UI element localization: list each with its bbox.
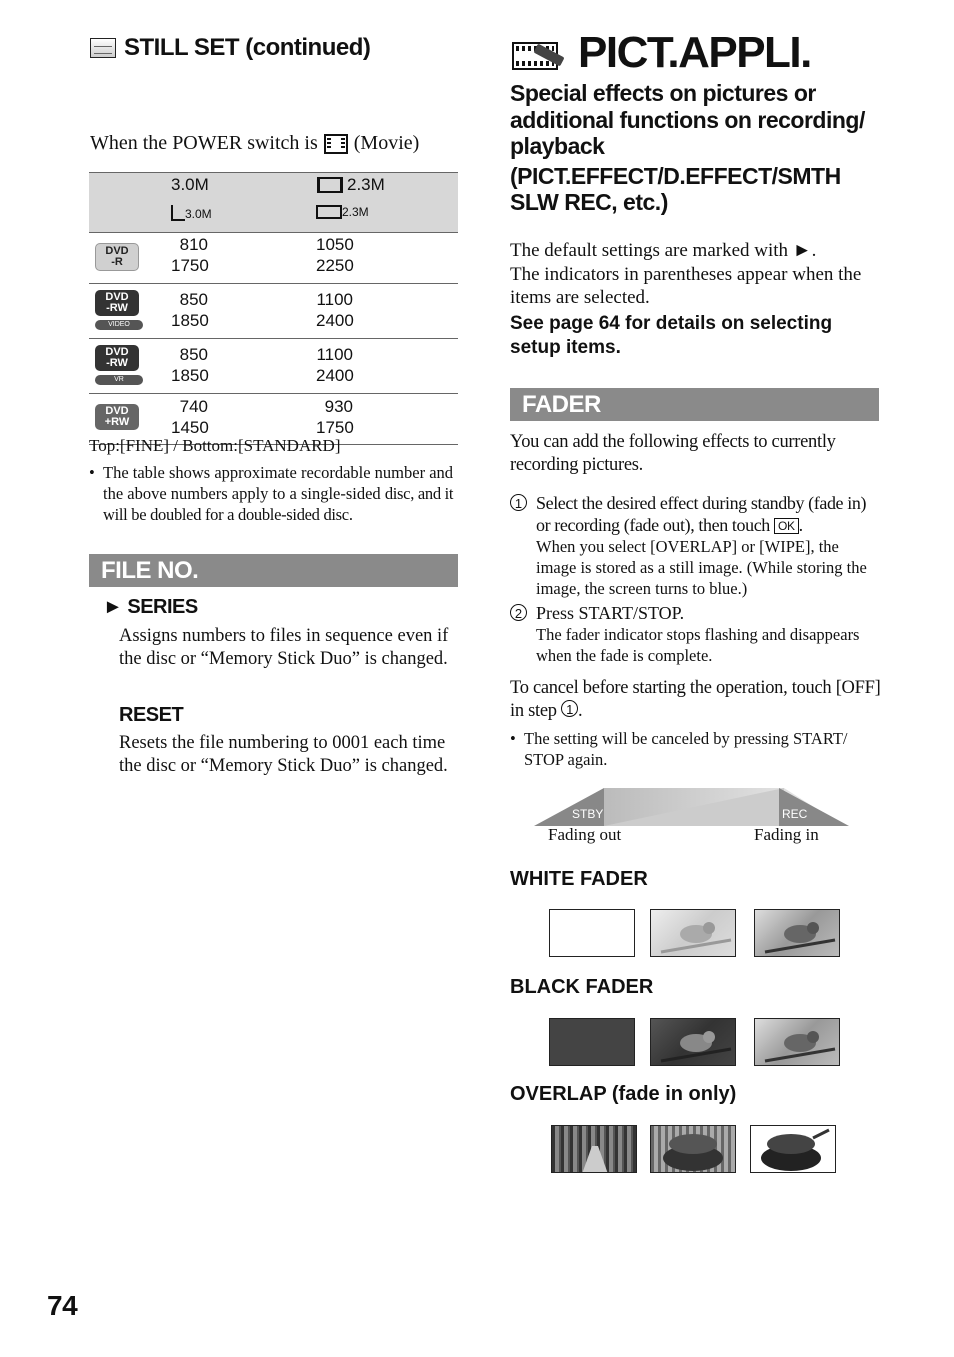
dvd-plus-rw-badge: DVD +RW — [95, 404, 139, 430]
table-row — [89, 284, 458, 339]
step-1-marker: 1 — [561, 700, 578, 717]
table-cell: 1450 — [171, 418, 209, 437]
dvd-rw-badge: DVD -RW — [95, 290, 139, 316]
step-2-marker: 2 — [510, 604, 527, 621]
white-fader-frame-2 — [650, 909, 736, 957]
step-1-marker: 1 — [510, 494, 527, 511]
cancel-note: To cancel before starting the operation, touch [OFF] in step 1 . — [510, 678, 881, 721]
white-fader-frame-1 — [549, 909, 635, 957]
table-cell: 1750 — [316, 418, 354, 437]
clapperboard-wand-icon — [510, 34, 568, 72]
table-note: Top:[FINE] / Bottom:[STANDARD] — [89, 436, 341, 455]
wide-size-icon — [316, 205, 342, 219]
fading-out-label: Fading out — [548, 825, 622, 844]
reset-description: Resets the file numbering to 0001 each time the disc or “Memory Stick Duo” is changed. — [119, 733, 448, 776]
fade-diagram — [534, 786, 854, 830]
table-cell: 1100 — [316, 290, 353, 309]
fader-intro: You can add the following effects to currently recording pictures. — [510, 432, 836, 475]
table-cell: 2400 — [316, 366, 354, 385]
table-row — [89, 233, 458, 284]
step-1-note: When you select [OVERLAP] or [WIPE], the image is stored as a still image. (While storing the image, the screen turns to blue.) — [536, 537, 867, 598]
section-header-still-set — [90, 34, 370, 62]
overlap-frame-2 — [650, 1125, 736, 1173]
fader-heading: FADER — [510, 388, 879, 421]
fading-in-label: Fading in — [754, 825, 819, 844]
file-no-heading: FILE NO. — [89, 554, 458, 587]
table-cell: 1050 — [316, 235, 354, 254]
table-cell: 930 — [324, 397, 353, 416]
black-fader-frame-2 — [650, 1018, 736, 1066]
table-cell: 810 — [179, 235, 208, 254]
black-fader-frame-1 — [549, 1018, 635, 1066]
image-size-icon — [171, 205, 185, 221]
table-cell: 2400 — [316, 311, 354, 330]
dvd-r-badge: DVD -R — [95, 243, 139, 271]
still-set-title: STILL SET (continued) — [124, 34, 371, 61]
table-cell: 740 — [179, 397, 208, 416]
overlap-frame-1 — [551, 1125, 637, 1173]
white-fader-label: WHITE FADER — [510, 868, 648, 890]
pict-appli-subtitle: Special effects on pictures or additional functions on recording/ playback (PICT.EFFECT/D.EFFECT/SMTH SLW REC, etc.) — [510, 80, 865, 215]
overlap-frame-3 — [750, 1125, 836, 1173]
table-cell: 2250 — [316, 256, 354, 275]
subheader-3m: 3.0M — [171, 205, 212, 221]
fader-step-2: 2 Press START/STOP. The fader indicator stops flashing and disappears when the fade is complete. — [510, 602, 882, 666]
white-fader-frame-3 — [754, 909, 840, 957]
table-row — [89, 339, 458, 394]
table-bullet: • The table shows approximate recordable number and the above numbers apply to a single-sided disc, and it will be doubled for a double-sided disc. — [89, 463, 454, 524]
series-description: Assigns numbers to files in sequence even if the disc or “Memory Stick Duo” is changed. — [119, 626, 449, 669]
table-cell: 1850 — [171, 311, 209, 330]
power-suffix: (Movie) — [353, 132, 420, 154]
table-cell: 850 — [179, 290, 208, 309]
vr-mode-badge: VR — [95, 375, 143, 385]
ok-button-icon: OK — [774, 518, 799, 534]
page-number: 74 — [47, 1290, 78, 1321]
dvd-rw-badge: DVD -RW — [95, 345, 139, 371]
table-cell: 1100 — [316, 345, 353, 364]
rec-label: REC — [782, 807, 808, 821]
video-mode-badge: VIDEO — [95, 320, 143, 330]
cancel-bullet: • The setting will be canceled by pressing START/ STOP again. — [510, 729, 848, 769]
pict-appli-title: PICT.APPLI. — [510, 28, 811, 78]
defaults-note: The default settings are marked with ►. The indicators in parentheses appear when the items are selected. — [510, 240, 862, 308]
still-image-icon — [90, 38, 116, 58]
header-23m: 2.3M — [317, 175, 385, 195]
table-cell: 1750 — [171, 256, 209, 275]
power-switch-line — [90, 132, 419, 155]
power-prefix: When the POWER switch is — [90, 132, 318, 154]
header-3m: 3.0M — [171, 175, 209, 194]
table-cell: 850 — [179, 345, 208, 364]
table-cell: 1850 — [171, 366, 209, 385]
series-option: ► SERIES — [103, 596, 198, 618]
subheader-23m: 2.3M — [316, 205, 369, 219]
reset-option: RESET — [119, 704, 184, 726]
fader-step-1: 1 Select the desired effect during standby (fade in) or recording (fade out), then touch OK . When you select [OVERLAP] or [WIPE], the image is stored as a still image. (While storing the image, the screen turns to blue.) — [510, 492, 882, 599]
wide-image-icon — [317, 177, 343, 193]
black-fader-label: BLACK FADER — [510, 976, 654, 998]
step-2-note: The fader indicator stops flashing and disappears when the fade is complete. — [536, 625, 860, 665]
overlap-label: OVERLAP (fade in only) — [510, 1083, 737, 1105]
black-fader-frame-3 — [754, 1018, 840, 1066]
stby-label: STBY — [572, 807, 604, 821]
recordable-number-table — [89, 172, 458, 445]
movie-icon — [324, 134, 348, 154]
table-header — [89, 172, 458, 233]
see-page-note: See page 64 for details on selecting setup items. — [510, 313, 833, 358]
